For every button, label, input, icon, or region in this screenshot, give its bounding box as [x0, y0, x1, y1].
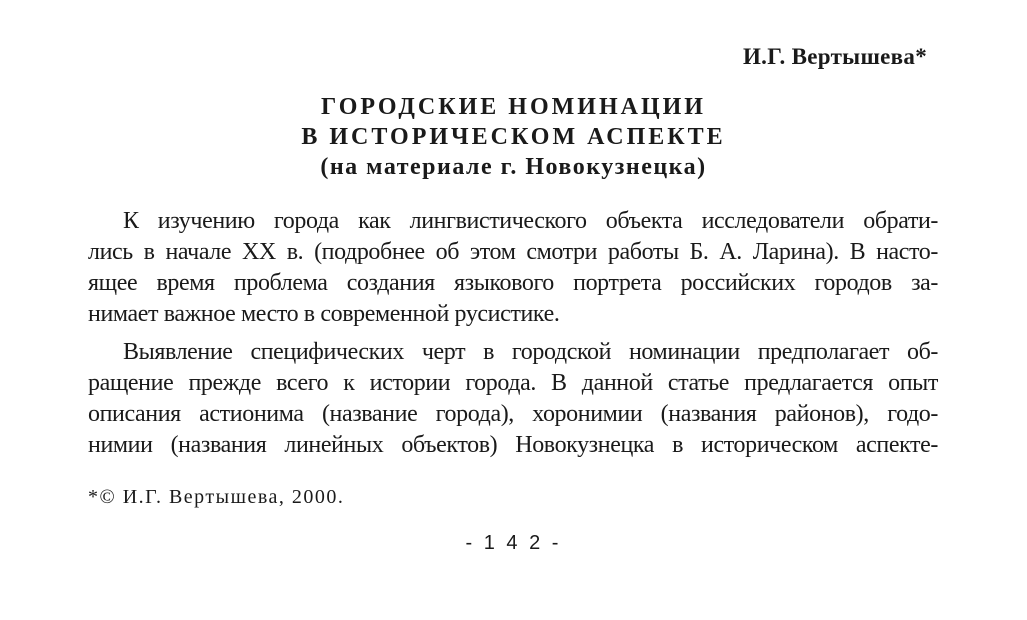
paragraph-line: ращение прежде всего к истории города. В данной статье предлагается опыт	[88, 370, 938, 396]
page-number: - 1 4 2 -	[465, 532, 562, 554]
title-subtitle: (на материале г. Новокузнецка)	[320, 154, 707, 180]
author-name: И.Г. Вертышева*	[742, 44, 927, 69]
paragraph-line: ящее время проблема создания языкового портрета российских городов за-	[88, 270, 938, 296]
paragraph-line: лись в начале XX в. (подробнее об этом смотри работы Б. А. Ларина). В насто-	[88, 239, 938, 265]
paragraph-1	[88, 206, 938, 330]
title-line-1: ГОРОДСКИЕ НОМИНАЦИИ	[321, 94, 706, 120]
paragraph-line: описания астионима (название города), хоронимии (названия районов), годо-	[88, 401, 938, 427]
title-line-2: В ИСТОРИЧЕСКОМ АСПЕКТЕ	[301, 124, 726, 150]
paragraph-line: К изучению города как лингвистического объекта исследователи обрати-	[123, 208, 938, 234]
article-body	[88, 206, 938, 461]
paragraph-2	[88, 337, 938, 461]
article-title	[0, 92, 1027, 182]
paragraph-line: нимии (названия линейных объектов) Новокузнецка в историческом аспекте-	[88, 432, 938, 458]
paragraph-line: нимает важное место в современной русистике.	[88, 301, 560, 327]
copyright-footnote: *© И.Г. Вертышева, 2000.	[88, 486, 345, 508]
paragraph-line: Выявление специфических черт в городской номинации предполагает об-	[123, 339, 938, 365]
